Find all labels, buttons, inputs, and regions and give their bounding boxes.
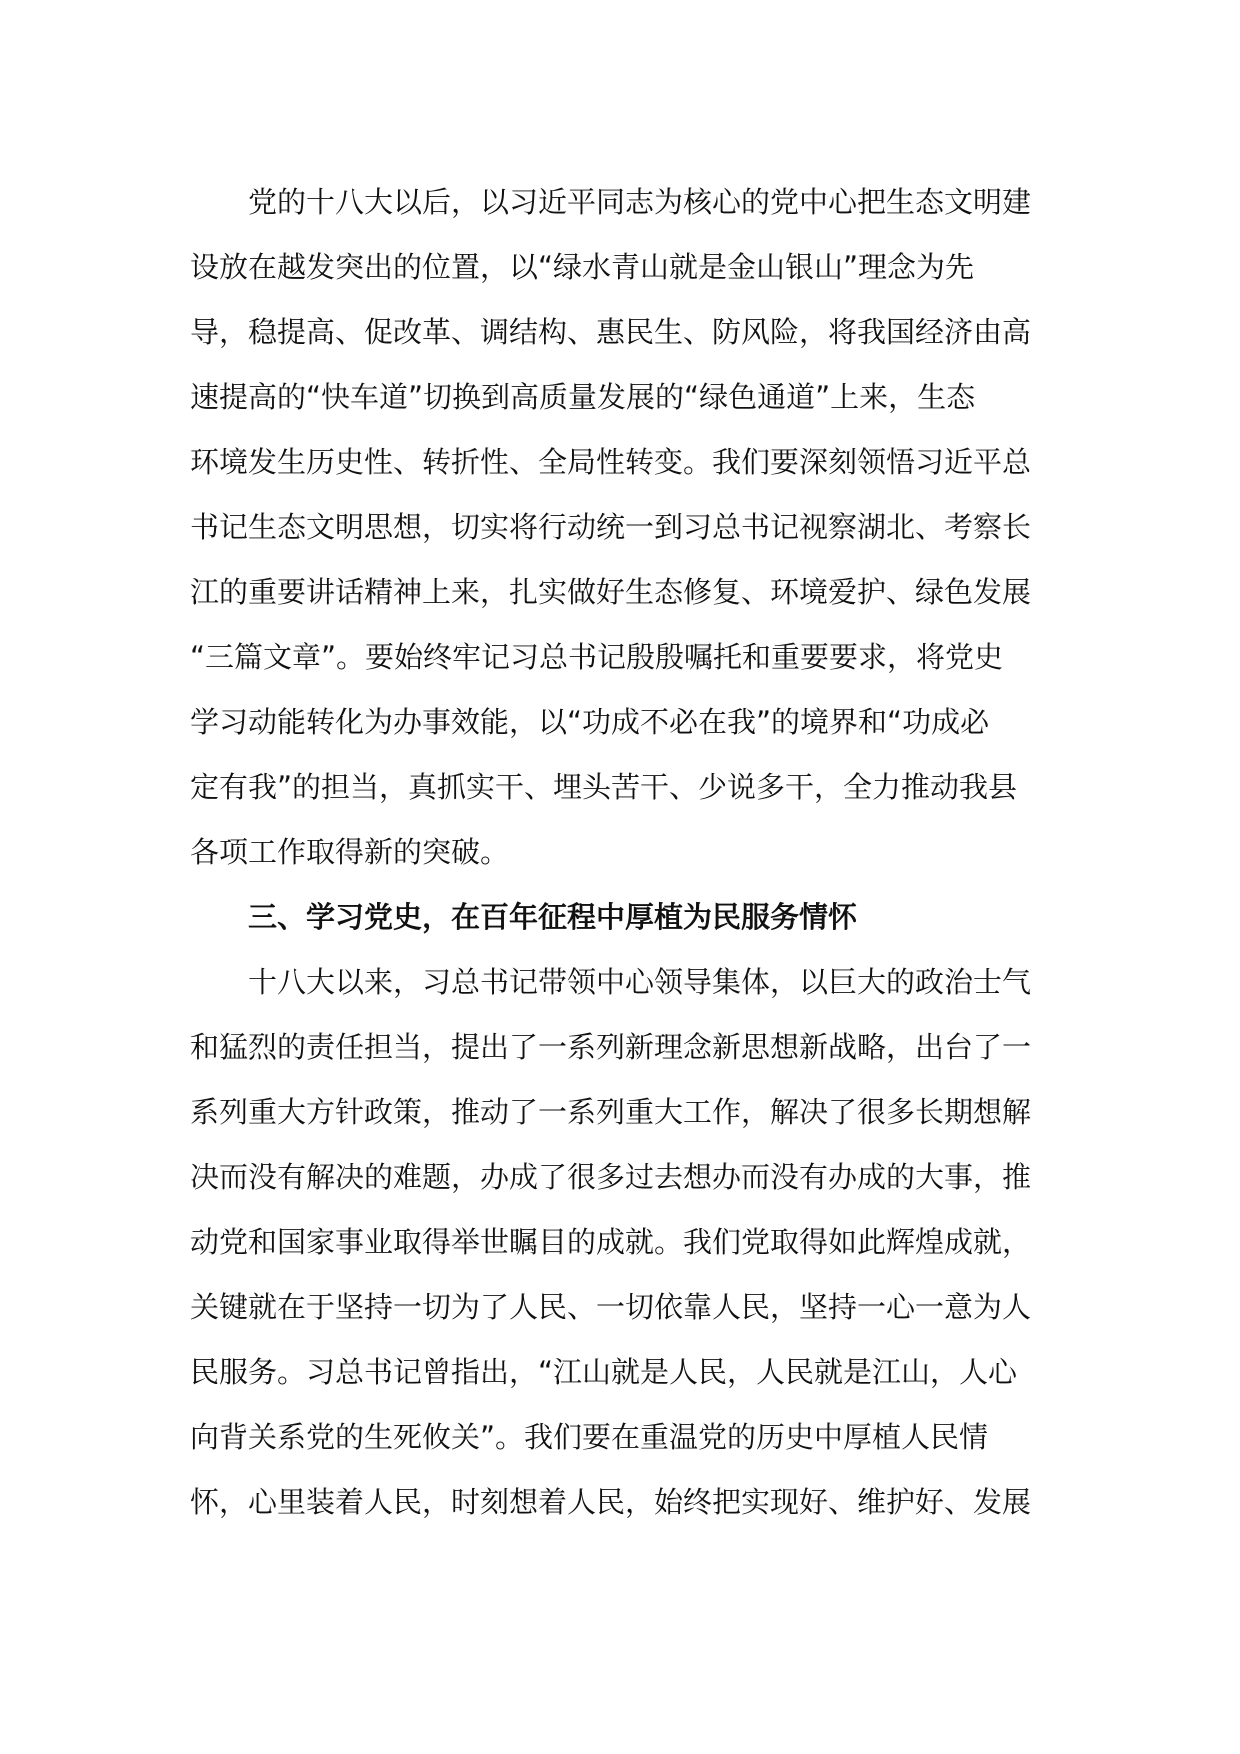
text-line: 设放在越发突出的位置，以“绿水青山就是金山银山”理念为先 xyxy=(190,250,975,284)
text-line: 环境发生历史性、转折性、全局性转变。我们要深刻领悟习近平总 xyxy=(190,445,1032,479)
text-line: 关键就在于坚持一切为了人民、一切依靠人民，坚持一心一意为人 xyxy=(190,1290,1032,1324)
paragraph-2 xyxy=(190,950,1040,1535)
paragraph-1 xyxy=(190,170,1040,885)
text-line: 各项工作取得新的突破。 xyxy=(190,835,510,869)
text-line: 向背关系党的生死攸关”。我们要在重温党的历史中厚植人民情 xyxy=(190,1420,989,1454)
section-heading: 三、学习党史，在百年征程中厚植为民服务情怀 xyxy=(248,900,858,934)
document-body xyxy=(190,170,1040,1535)
text-line: 和猛烈的责任担当，提出了一系列新理念新思想新战略，出台了一 xyxy=(190,1030,1032,1064)
text-line: 决而没有解决的难题，办成了很多过去想办而没有办成的大事，推 xyxy=(190,1160,1032,1194)
text-line: 江的重要讲话精神上来，扎实做好生态修复、环境爱护、绿色发展 xyxy=(190,575,1032,609)
text-line: 党的十八大以后，以习近平同志为核心的党中心把生态文明建 xyxy=(248,185,1032,219)
text-line: 速提高的“快车道”切换到高质量发展的“绿色通道”上来，生态 xyxy=(190,380,976,414)
text-line: “三篇文章”。要始终牢记习总书记殷殷嘱托和重要要求，将党史 xyxy=(190,640,1004,674)
text-line: 怀，心里装着人民，时刻想着人民，始终把实现好、维护好、发展 xyxy=(190,1485,1032,1519)
text-line: 定有我”的担当，真抓实干、埋头苦干、少说多干，全力推动我县 xyxy=(190,770,1018,804)
text-line: 书记生态文明思想，切实将行动统一到习总书记视察湖北、考察长 xyxy=(190,510,1032,544)
text-line: 导，稳提高、促改革、调结构、惠民生、防风险，将我国经济由高 xyxy=(190,315,1032,349)
text-line: 动党和国家事业取得举世瞩目的成就。我们党取得如此辉煌成就， xyxy=(190,1225,1032,1259)
text-line: 民服务。习总书记曾指出，“江山就是人民，人民就是江山，人心 xyxy=(190,1355,1018,1389)
text-line: 学习动能转化为办事效能，以“功成不必在我”的境界和“功成必 xyxy=(190,705,990,739)
text-line: 十八大以来，习总书记带领中心领导集体，以巨大的政治士气 xyxy=(248,965,1032,999)
text-line: 系列重大方针政策，推动了一系列重大工作，解决了很多长期想解 xyxy=(190,1095,1032,1129)
